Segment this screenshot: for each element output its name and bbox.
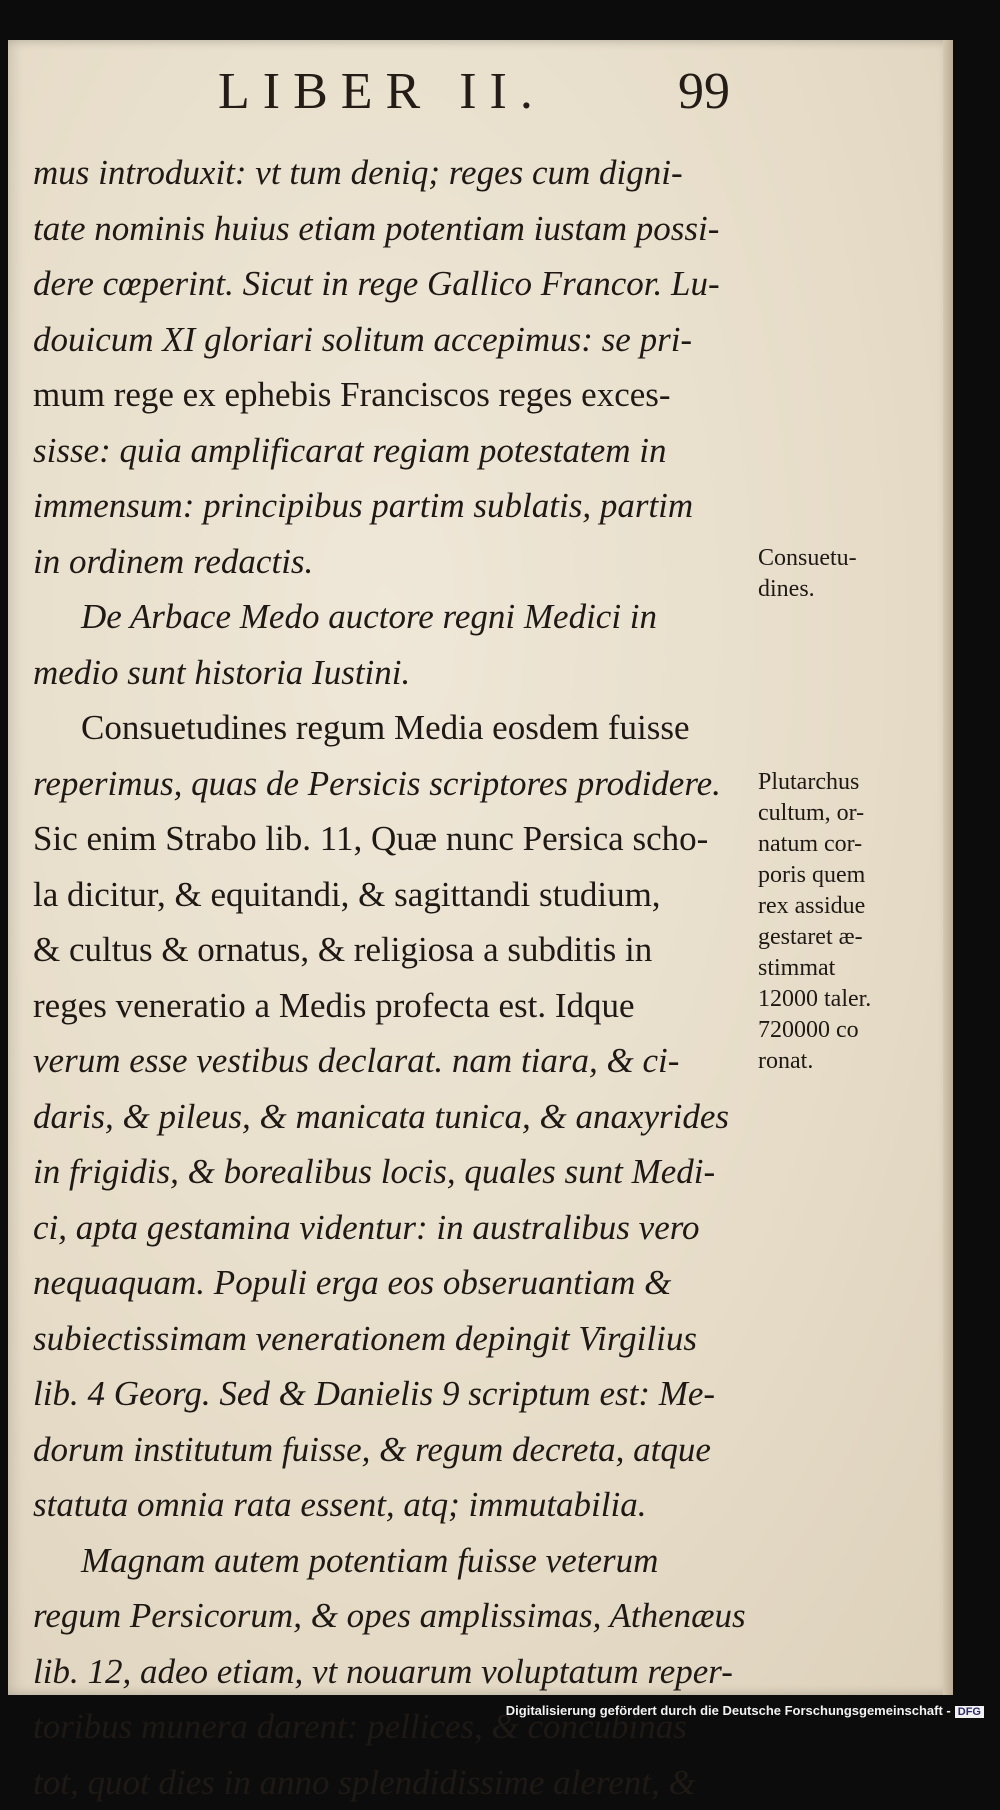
text-line: mum rege ex ephebis Franciscos reges exces- <box>33 367 753 423</box>
marginal-note-line: poris quem <box>758 860 938 891</box>
text-line: lib. 4 Georg. Sed & Danielis 9 scriptum est: Me- <box>33 1366 753 1422</box>
text-line: toribus munera darent: pellices, & concubinas <box>33 1699 753 1755</box>
text-line: mus introduxit: vt tum deniq; reges cum digni- <box>33 145 753 201</box>
marginal-note-line: gestaret æ- <box>758 922 938 953</box>
text-line: nequaquam. Populi erga eos obseruantiam & <box>33 1255 753 1311</box>
marginal-note-line: 12000 taler. <box>758 984 938 1015</box>
digitization-credit <box>506 1703 984 1718</box>
marginal-note-line: dines. <box>758 574 938 605</box>
marginal-note-line: cultum, or- <box>758 798 938 829</box>
text-line: lib. 12, adeo etiam, vt nouarum voluptatum reper- <box>33 1644 753 1700</box>
dfg-logo: DFG <box>955 1706 984 1718</box>
text-line: reperimus, quas de Persicis scriptores prodidere. <box>33 756 753 812</box>
text-line: tate nominis huius etiam potentiam iustam possi- <box>33 201 753 257</box>
marginal-note-line: ronat. <box>758 1046 938 1077</box>
body-text <box>33 145 753 1810</box>
text-line: subiectissimam venerationem depingit Virgilius <box>33 1311 753 1367</box>
text-line: De Arbace Medo auctore regni Medici in <box>33 589 753 645</box>
marginal-note-line: rex assidue <box>758 891 938 922</box>
page-header <box>8 62 953 132</box>
text-line: Sic enim Strabo lib. 11, Quæ nunc Persica scho- <box>33 811 753 867</box>
text-line: la dicitur, & equitandi, & sagittandi studium, <box>33 867 753 923</box>
marginal-note-line: Consuetu- <box>758 543 938 574</box>
text-line: statuta omnia rata essent, atq; immutabilia. <box>33 1477 753 1533</box>
text-line: medio sunt historia Iustini. <box>33 645 753 701</box>
page-number: 99 <box>678 62 730 121</box>
text-line: regum Persicorum, & opes amplissimas, Athenæus <box>33 1588 753 1644</box>
text-line: Consuetudines regum Media eosdem fuisse <box>33 700 753 756</box>
marginal-note-consuetudines <box>758 543 938 605</box>
text-line: dere cœperint. Sicut in rege Gallico Francor. Lu- <box>33 256 753 312</box>
credit-text: Digitalisierung gefördert durch die Deutsche Forschungsgemeinschaft - <box>506 1703 951 1718</box>
page-edge <box>943 40 953 1695</box>
book-page <box>8 40 953 1695</box>
text-line: tot, quot dies in anno splendidissime alerent, & <box>33 1755 753 1810</box>
text-line: in frigidis, & borealibus locis, quales sunt Medi- <box>33 1144 753 1200</box>
text-line: dorum institutum fuisse, & regum decreta, atque <box>33 1422 753 1478</box>
text-line: & cultus & ornatus, & religiosa a subditis in <box>33 922 753 978</box>
text-line: immensum: principibus partim sublatis, partim <box>33 478 753 534</box>
text-line: daris, & pileus, & manicata tunica, & anaxyrides <box>33 1089 753 1145</box>
marginal-note-line: natum cor- <box>758 829 938 860</box>
marginal-note-plutarchus <box>758 767 938 1077</box>
text-line: douicum XI gloriari solitum accepimus: se pri- <box>33 312 753 368</box>
marginal-note-line: stimmat <box>758 953 938 984</box>
text-line: in ordinem redactis. <box>33 534 753 590</box>
text-line: reges veneratio a Medis profecta est. Idque <box>33 978 753 1034</box>
running-head: LIBER II. <box>218 62 546 121</box>
marginal-note-line: 720000 co <box>758 1015 938 1046</box>
text-line: verum esse vestibus declarat. nam tiara, & ci- <box>33 1033 753 1089</box>
marginal-note-line: Plutarchus <box>758 767 938 798</box>
text-line: sisse: quia amplificarat regiam potestatem in <box>33 423 753 479</box>
text-line: ci, apta gestamina videntur: in australibus vero <box>33 1200 753 1256</box>
text-line: Magnam autem potentiam fuisse veterum <box>33 1533 753 1589</box>
